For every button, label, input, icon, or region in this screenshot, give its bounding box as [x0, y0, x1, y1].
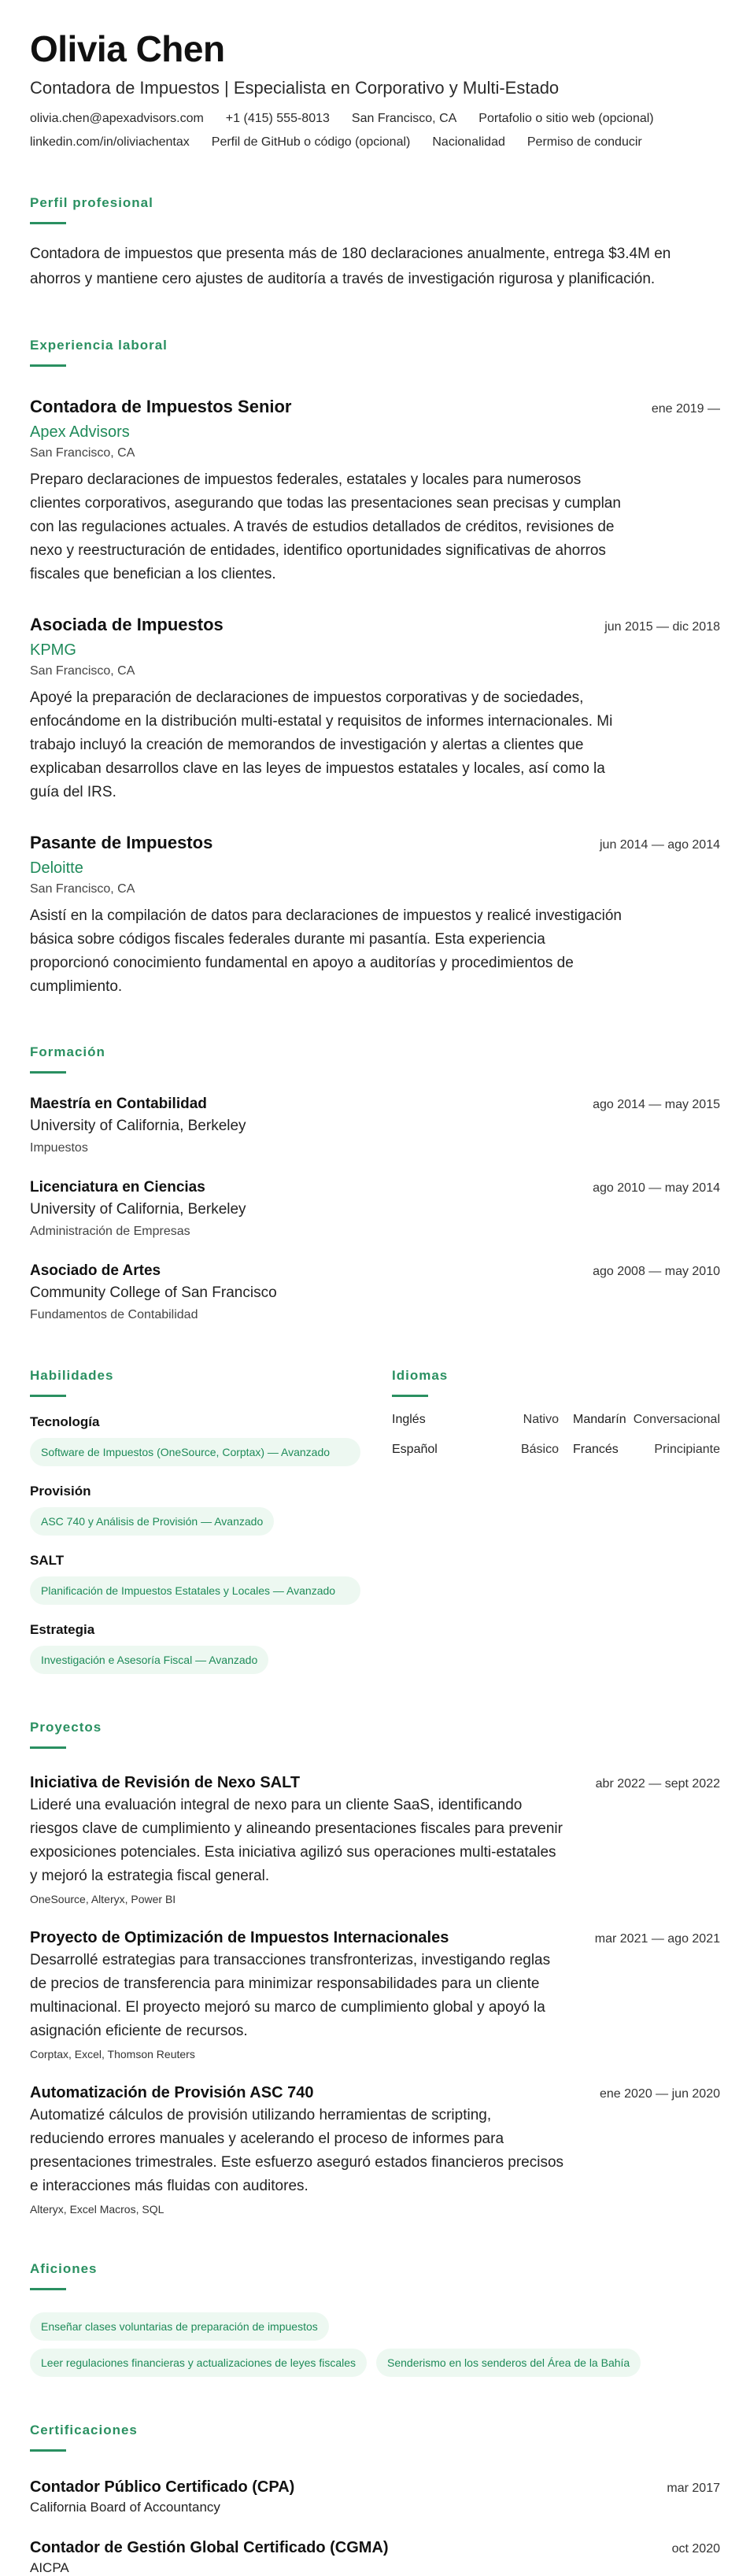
candidate-subtitle: Contadora de Impuestos | Especialista en Corporativo y Multi-Estado	[30, 78, 560, 98]
section-title-certifications: Certificaciones	[30, 2423, 138, 2437]
education-degree: Licenciatura en Ciencias	[30, 1179, 205, 1196]
project-date: mar 2021 — ago 2021	[594, 1932, 720, 1946]
job-title: Contadora de Impuestos Senior	[30, 397, 292, 416]
languages-grid	[392, 1413, 720, 1457]
skill-chip: ASC 740 y Análisis de Provisión — Avanzado	[30, 1507, 274, 1536]
language-level: Principiante	[654, 1443, 720, 1456]
job-date: jun 2014 — ago 2014	[599, 838, 720, 852]
project-date: abr 2022 — sept 2022	[595, 1777, 720, 1791]
section-title-profile: Perfil profesional	[30, 195, 153, 210]
languages-section	[392, 1322, 720, 1674]
job-description: Preparo declaraciones de impuestos federales, estatales y locales para numerosos clientes corporativos, asegurando que todas las presentaciones sean precisas y cumplan con las regulaciones actuales. A través de estudios detallados de créditos, revisiones de nexo y reestructuración de entidades, identifico oportunidades significativas de ahorros fiscales que benefician a los clientes.	[30, 471, 621, 582]
project-tools: Corptax, Excel, Thomson Reuters	[30, 2048, 195, 2060]
section-divider	[30, 1071, 66, 1074]
education-date: ago 2010 — may 2014	[593, 1181, 720, 1195]
language-name: Mandarín	[573, 1413, 626, 1426]
candidate-name: Olivia Chen	[30, 28, 225, 69]
education-school: University of California, Berkeley	[30, 1118, 246, 1134]
contact-license: Permiso de conducir	[526, 135, 642, 149]
language-level: Básico	[520, 1443, 559, 1456]
education-date: ago 2008 — may 2010	[593, 1265, 720, 1278]
skill-chip: Software de Impuestos (OneSource, Corptax) — Avanzado	[30, 1438, 360, 1466]
contact-phone[interactable]: +1 (415) 555-8013	[225, 112, 330, 125]
language-level: Conversacional	[633, 1413, 720, 1426]
job-location: San Francisco, CA	[30, 664, 135, 678]
education-section	[30, 1044, 720, 1322]
job-company: KPMG	[30, 641, 76, 659]
job-company: Apex Advisors	[30, 423, 130, 441]
job-title: Asociada de Impuestos	[30, 615, 224, 634]
language-name: Español	[392, 1443, 438, 1456]
contact-github[interactable]: Perfil de GitHub o código (opcional)	[211, 135, 411, 149]
hobby-chip: Senderismo en los senderos del Área de la Bahía	[376, 2349, 641, 2377]
job-entry	[30, 615, 720, 804]
project-entry	[30, 1929, 720, 2060]
hobby-chip: Enseñar clases voluntarias de preparación de impuestos	[30, 2312, 329, 2341]
projects-section	[30, 1720, 720, 2216]
certification-title: Contador Público Certificado (CPA)	[30, 2478, 295, 2496]
hobby-chip: Leer regulaciones financieras y actualizaciones de leyes fiscales	[30, 2349, 367, 2377]
language-level: Nativo	[523, 1413, 559, 1426]
job-title: Pasante de Impuestos	[30, 833, 213, 852]
section-title-education: Formación	[30, 1044, 105, 1059]
contact-linkedin[interactable]: linkedin.com/in/oliviachentax	[30, 135, 190, 149]
education-entry	[30, 1262, 720, 1322]
section-divider	[30, 2288, 66, 2290]
contact-nationality: Nacionalidad	[432, 135, 505, 149]
project-description: Lideré una evaluación integral de nexo para un cliente SaaS, identificando riesgos clave de cumplimiento y alineando presentaciones fiscales para prevenir exposiciones potenciales. Esta iniciativa agilizó sus operaciones multi-estatales y mejoró la estrategia fiscal general.	[30, 1797, 563, 1884]
certifications-section	[30, 2423, 720, 2576]
skills-languages-row	[30, 1322, 720, 1674]
contact-email[interactable]: olivia.chen@apexadvisors.com	[30, 112, 204, 125]
profile-section	[30, 195, 720, 292]
project-date: ene 2020 — jun 2020	[599, 2087, 720, 2101]
education-school: University of California, Berkeley	[30, 1201, 246, 1218]
section-divider	[30, 1746, 66, 1749]
contact-list	[30, 112, 738, 150]
project-title: Proyecto de Optimización de Impuestos Internacionales	[30, 1929, 449, 1946]
certification-date: oct 2020	[671, 2542, 720, 2556]
certification-issuer: California Board of Accountancy	[30, 2500, 220, 2515]
section-divider	[392, 1395, 428, 1397]
skill-category: Provisión	[30, 1484, 91, 1499]
job-entry	[30, 833, 720, 999]
project-tools: Alteryx, Excel Macros, SQL	[30, 2203, 164, 2216]
job-date: jun 2015 — dic 2018	[604, 620, 720, 634]
job-description: Apoyé la preparación de declaraciones de impuestos corporativas y de sociedades, enfocándome en la distribución multi-estatal y requisitos de informes internacionales. Mi trabajo incluyó la creación de memorandos de investigación y alertas a clientes que explicaban desarrollos clave en las leyes de impuestos estatales y locales, así como la guía del IRS.	[30, 689, 613, 800]
section-divider	[30, 2449, 66, 2452]
project-title: Iniciativa de Revisión de Nexo SALT	[30, 1774, 301, 1791]
section-divider	[30, 364, 66, 367]
job-description: Asistí en la compilación de datos para declaraciones de impuestos y realicé investigación básica sobre códigos fiscales federales durante mi pasantía. Esta experiencia proporcionó conocimiento fundamental en apoyo a auditorías y procedimientos de cumplimiento.	[30, 907, 622, 995]
section-title-skills: Habilidades	[30, 1368, 114, 1383]
skill-chip: Investigación e Asesoría Fiscal — Avanzado	[30, 1646, 268, 1674]
job-location: San Francisco, CA	[30, 446, 135, 460]
section-title-languages: Idiomas	[392, 1368, 449, 1383]
education-field: Fundamentos de Contabilidad	[30, 1308, 198, 1321]
project-title: Automatización de Provisión ASC 740	[30, 2084, 314, 2101]
experience-section	[30, 338, 720, 999]
education-entry	[30, 1179, 720, 1239]
education-degree: Asociado de Artes	[30, 1262, 161, 1279]
skill-category: Tecnología	[30, 1414, 100, 1429]
project-description: Automatizé cálculos de provisión utilizando herramientas de scripting, reduciendo errores manuales y acelerando el proceso de informes para presentaciones trimestrales. Este esfuerzo aseguró estados financieros precisos e interacciones más fluidas con auditores.	[30, 2107, 564, 2194]
contact-portfolio[interactable]: Portafolio o sitio web (opcional)	[478, 112, 654, 125]
job-location: San Francisco, CA	[30, 882, 135, 896]
certification-date: mar 2017	[667, 2482, 720, 2495]
language-name: Inglés	[392, 1413, 426, 1426]
education-field: Impuestos	[30, 1141, 88, 1155]
certification-title: Contador de Gestión Global Certificado (CGMA)	[30, 2539, 389, 2556]
skill-category: SALT	[30, 1553, 65, 1568]
education-degree: Maestría en Contabilidad	[30, 1096, 207, 1112]
certification-entry	[30, 2539, 720, 2576]
project-entry	[30, 1774, 720, 1905]
section-title-projects: Proyectos	[30, 1720, 102, 1735]
section-title-hobbies: Aficiones	[30, 2261, 98, 2276]
profile-summary: Contadora de impuestos que presenta más de 180 declaraciones anualmente, entrega $3.4M en ahorros y mantiene cero ajustes de auditoría a través de investigación rigurosa y planificación.	[30, 246, 671, 287]
education-field: Administración de Empresas	[30, 1225, 190, 1238]
section-divider	[30, 222, 66, 224]
education-entry	[30, 1096, 720, 1155]
education-school: Community College of San Francisco	[30, 1284, 277, 1301]
job-date: ene 2019 —	[651, 402, 720, 416]
hobby-list	[30, 2304, 722, 2377]
skill-chip: Planificación de Impuestos Estatales y Locales — Avanzado	[30, 1576, 360, 1605]
skills-section	[30, 1322, 392, 1674]
certification-issuer: AICPA	[30, 2560, 69, 2575]
project-tools: OneSource, Alteryx, Power BI	[30, 1893, 176, 1905]
section-divider	[30, 1395, 66, 1397]
hobbies-section	[30, 2261, 720, 2377]
section-title-experience: Experiencia laboral	[30, 338, 168, 353]
skill-category: Estrategia	[30, 1622, 95, 1637]
certification-entry	[30, 2478, 720, 2515]
job-company: Deloitte	[30, 859, 83, 877]
contact-location: San Francisco, CA	[351, 112, 457, 125]
project-entry	[30, 2084, 720, 2216]
project-description: Desarrollé estrategias para transacciones transfronterizas, investigando reglas de precios de transferencia para minimizar responsabilidades para un cliente multinacional. El proyecto mejoró su marco de cumplimiento global y apoyó la asignación eficiente de recursos.	[30, 1952, 551, 2039]
education-date: ago 2014 — may 2015	[593, 1098, 720, 1111]
job-entry	[30, 397, 720, 586]
language-name: Francés	[573, 1443, 619, 1456]
resume-header	[30, 28, 720, 150]
